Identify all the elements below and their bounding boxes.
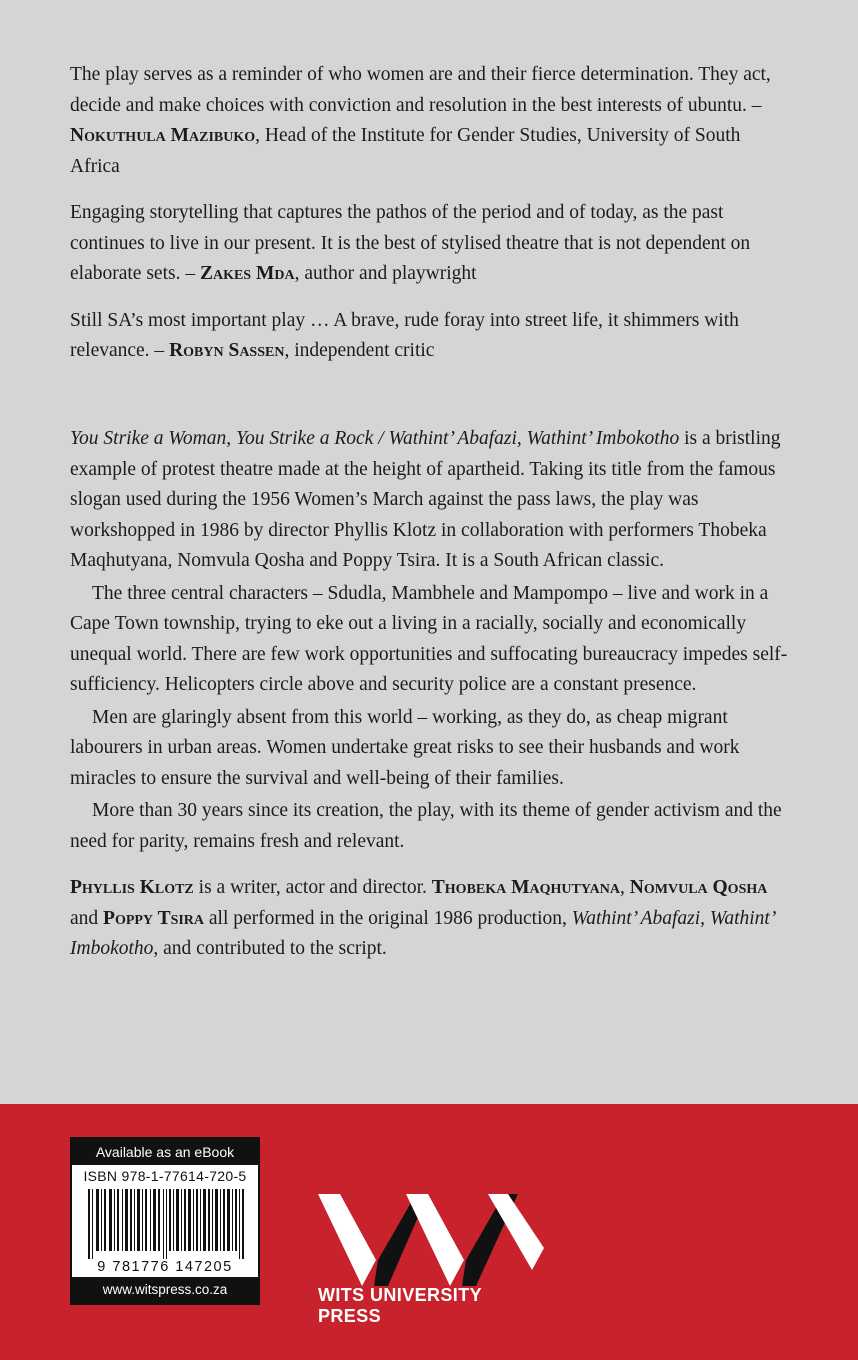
- endorsement-quote: Engaging storytelling that captures the pathos of the period and of today, as the past continues to live in our present. It is the best of stylised theatre that is not dependent on elaborate sets. – Zakes Mda, author and playwright: [70, 202, 751, 284]
- endorsement-author: Nokuthula Mazibuko: [70, 125, 256, 146]
- book-title: You Strike a Woman, You Strike a Rock / Wathint’ Abafazi, Wathint’ Imbokotho: [70, 428, 680, 449]
- endorsement-quote: Still SA’s most important play … A brave, rude foray into street life, it shimmers with relevance. – Robyn Sassen, independent critic: [70, 309, 739, 361]
- website-link[interactable]: www.witspress.co.za: [72, 1277, 258, 1303]
- description-paragraph: Men are glaringly absent from this world – working, as they do, as cheap migrant labourers in urban areas. Women undertake great risks to see their husbands and work miracles to ensure the survival and well-being of their families.: [70, 706, 740, 789]
- description-paragraph: More than 30 years since its creation, the play, with its theme of gender activism and the need for parity, remains fresh and relevant.: [70, 800, 782, 852]
- endorsements: [70, 60, 790, 367]
- endorsement-author: Robyn Sassen: [169, 340, 285, 361]
- book-description: [70, 424, 790, 965]
- description-paragraph: The three central characters – Sdudla, Mambhele and Mampompo – live and work in a Cape Town township, trying to eke out a living in a racially, socially and economically unequal world. There are few work opportunities and suffocating bureaucracy impedes self-sufficiency. Helicopters circle above and security police are a constant presence.: [70, 582, 788, 695]
- description-paragraph: You Strike a Woman, You Strike a Rock / Wathint’ Abafazi, Wathint’ Imbokotho is a bristling example of protest theatre made at the height of apartheid. Taking its title from the famous slogan used during the 1956 Women’s March against the pass laws, the play was workshopped in 1986 by director Phyllis Klotz in collaboration with performers Thobeka Maqhutyana, Nomvula Qosha and Poppy Tsira. It is a South African classic.: [70, 428, 781, 571]
- publisher-name: WITS UNIVERSITY PRESS: [318, 1285, 482, 1326]
- ebook-label: Available as an eBook: [72, 1139, 258, 1165]
- endorsement-quote: The play serves as a reminder of who women are and their fierce determination. They act, decide and make choices with conviction and resolution in the best interests of ubuntu. – Nokuthula Mazibuko, Head of the Institute for Gender Studies, University of South Africa: [70, 64, 771, 177]
- isbn-text: ISBN 978-1-77614-720-5: [83, 1168, 247, 1184]
- wits-logo-icon: [318, 1186, 548, 1286]
- barcode-graphic: [88, 1189, 244, 1259]
- author-bio: Phyllis Klotz is a writer, actor and director. Thobeka Maqhutyana, Nomvula Qosha and Poppy Tsira all performed in the original 1986 production, Wathint’ Abafazi, Wathint’ Imbokotho, and contributed to the script.: [70, 877, 775, 959]
- barcode-panel: [70, 1137, 260, 1305]
- barcode-digits: 9 781776 147205: [97, 1259, 233, 1275]
- endorsement-author: Zakes Mda: [199, 263, 295, 284]
